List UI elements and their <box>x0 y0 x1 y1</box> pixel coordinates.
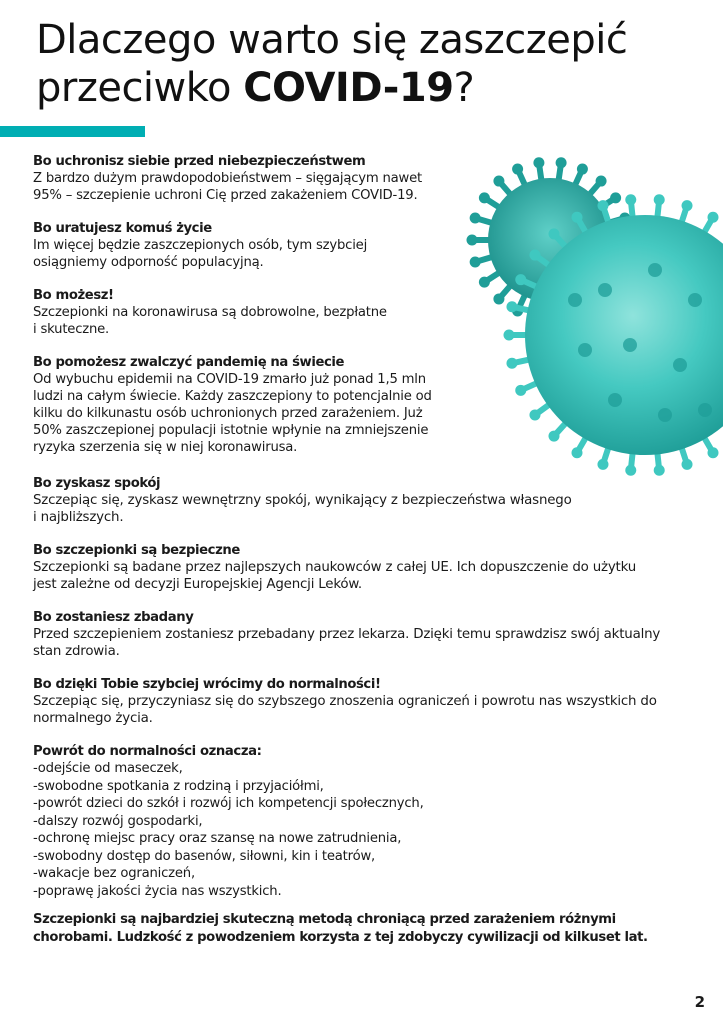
closing-line-1: Szczepionki są najbardziej skuteczną metodą chroniącą przed zarażeniem różnymi <box>33 912 616 927</box>
reason-section <box>33 220 473 271</box>
reason-text-line: Przed szczepieniem zostaniesz przebadany przez lekarza. Dzięki temu sprawdzisz swój aktualny <box>33 627 661 642</box>
virus-spike-cap <box>654 194 665 205</box>
page-number: 2 <box>694 993 705 1011</box>
virus-spike-cap <box>577 164 588 175</box>
reason-text-line: Szczepiąc się, zyskasz wewnętrzny spokój, wynikający z bezpieczeństwa własnego <box>33 493 572 508</box>
reason-section <box>33 354 473 456</box>
reason-text-line: kilku do kilkunastu osób uchronionych przed zarażeniem. Już <box>33 406 423 421</box>
normality-list-item: -swobodne spotkania z rodziną i przyjaciółmi, <box>33 778 324 794</box>
reason-heading: Bo pomożesz zwalczyć pandemię na świecie <box>33 355 345 370</box>
virus-spike-cap <box>625 194 636 205</box>
virus-spike-cap <box>506 358 517 369</box>
reason-text-line: osiągniemy odporność populacyjną. <box>33 255 264 270</box>
virus-spike-cap <box>529 409 540 420</box>
virus-spike-cap <box>479 277 490 288</box>
virus-spike-cap <box>515 385 526 396</box>
virus-spike-cap <box>572 447 583 458</box>
reason-text-line: Szczepiąc się, przyczyniasz się do szybszego znoszenia ograniczeń i powrotu nas wszystkich do <box>33 694 657 709</box>
reason-heading: Bo zostaniesz zbadany <box>33 610 194 625</box>
virus-spike-cap <box>479 192 490 203</box>
reason-text-line: 95% – szczepienie uchroni Cię przed zakażeniem COVID-19. <box>33 188 418 203</box>
normality-list-item: -powrót dzieci do szkół i rozwój ich kompetencji społecznych, <box>33 796 424 811</box>
reason-text-line: Im więcej będzie zaszczepionych osób, tym szybciej <box>33 238 368 253</box>
reason-text-line: i skuteczne. <box>33 322 110 337</box>
virus-spike-cap <box>548 431 559 442</box>
reason-text-line: ludzi na całym świecie. Każdy zaszczepiony to potencjalnie od <box>33 389 432 404</box>
virus-spike-cap <box>529 250 540 261</box>
reason-heading: Bo dzięki Tobie szybciej wrócimy do normalności! <box>33 677 381 692</box>
virus-spike-cap <box>493 293 504 304</box>
virus-surface-nub <box>598 283 612 297</box>
normality-section <box>33 743 424 900</box>
reason-section <box>33 542 713 593</box>
virus-spike-cap <box>597 200 608 211</box>
virus-surface-nub <box>578 343 592 357</box>
normality-list-item: -dalszy rozwój gospodarki, <box>33 813 203 829</box>
normality-list-item: -ochronę miejsc pracy oraz szansę na nowe zatrudnienia, <box>33 831 402 846</box>
virus-surface-nub <box>673 358 687 372</box>
reason-section <box>33 475 713 526</box>
virus-spike-cap <box>512 164 523 175</box>
coronavirus-illustration-icon <box>455 150 723 485</box>
virus-spike-cap <box>533 157 544 168</box>
title-covid-bold: COVID-19 <box>243 65 454 111</box>
virus-spike-cap <box>610 192 621 203</box>
virus-surface-nub <box>623 338 637 352</box>
reason-text-line: Szczepionki na koronawirusa są dobrowolne, bezpłatne <box>33 305 387 320</box>
virus-spike-cap <box>708 212 719 223</box>
virus-spike-cap <box>682 200 693 211</box>
reason-text-line: jest zależne od decyzji Europejskiej Agencji Leków. <box>33 577 362 592</box>
reason-heading: Bo zyskasz spokój <box>33 476 161 491</box>
reason-section <box>33 287 473 338</box>
reason-heading: Bo uchronisz siebie przed niebezpieczeństwem <box>33 154 366 169</box>
reason-text-line: stan zdrowia. <box>33 644 120 659</box>
reason-text-line: Szczepionki są badane przez najlepszych naukowców z całej UE. Ich dopuszczenie do użytku <box>33 560 637 575</box>
virus-spike-cap <box>515 274 526 285</box>
virus-spike-cap <box>493 176 504 187</box>
virus-surface-nub <box>648 263 662 277</box>
title-line-1: Dlaczego warto się zaszczepić <box>36 17 628 63</box>
virus-surface-nub <box>688 293 702 307</box>
title-question-mark: ? <box>453 65 475 111</box>
reason-heading: Bo szczepionki są bezpieczne <box>33 543 240 558</box>
normality-list-item: -swobodny dostęp do basenów, siłowni, kin i teatrów, <box>33 848 376 864</box>
virus-spike-cap <box>572 212 583 223</box>
reason-section <box>33 153 473 204</box>
virus-spike-cap <box>506 301 517 312</box>
reason-text-line: normalnego życia. <box>33 711 153 726</box>
normality-list-item: -wakacje bez ograniczeń, <box>33 866 195 881</box>
virus-spike-cap <box>504 330 515 341</box>
virus-spike-cap <box>556 157 567 168</box>
reason-heading: Bo możesz! <box>33 288 114 303</box>
reason-section <box>33 609 713 660</box>
normality-heading: Powrót do normalności oznacza: <box>33 744 262 759</box>
virus-surface-nub <box>658 408 672 422</box>
closing-statement <box>33 911 693 946</box>
reason-text-line: ryzyka szerzenia się w niej koronawirusa. <box>33 440 298 455</box>
virus-surface-nub <box>698 403 712 417</box>
normality-list-item: -odejście od maseczek, <box>33 761 183 776</box>
virus-spike-cap <box>548 228 559 239</box>
virus-spike-cap <box>708 447 719 458</box>
accent-bar <box>0 126 145 137</box>
virus-spike-cap <box>682 459 693 470</box>
reason-text-line: 50% zaszczepionej populacji istotnie wpłynie na zmniejszenie <box>33 423 429 438</box>
reason-text-line: i najbliższych. <box>33 510 124 525</box>
virus-spike-cap <box>596 176 607 187</box>
reason-text-line: Z bardzo dużym prawdopodobieństwem – sięgającym nawet <box>33 171 423 186</box>
reason-heading: Bo uratujesz komuś życie <box>33 221 212 236</box>
reason-section <box>33 676 713 727</box>
page-title <box>36 16 627 112</box>
title-line-2-prefix: przeciwko <box>36 65 244 111</box>
normality-list <box>33 760 424 900</box>
closing-line-2: chorobami. Ludzkość z powodzeniem korzysta z tej zdobyczy cywilizacji od kilkuset lat. <box>33 929 648 945</box>
normality-list-item: -poprawę jakości życia nas wszystkich. <box>33 883 282 899</box>
virus-spike-cap <box>597 459 608 470</box>
virus-surface-nub <box>608 393 622 407</box>
reason-text-line: Od wybuchu epidemii na COVID-19 zmarło już ponad 1,5 mln <box>33 372 426 387</box>
virus-surface-nub <box>568 293 582 307</box>
